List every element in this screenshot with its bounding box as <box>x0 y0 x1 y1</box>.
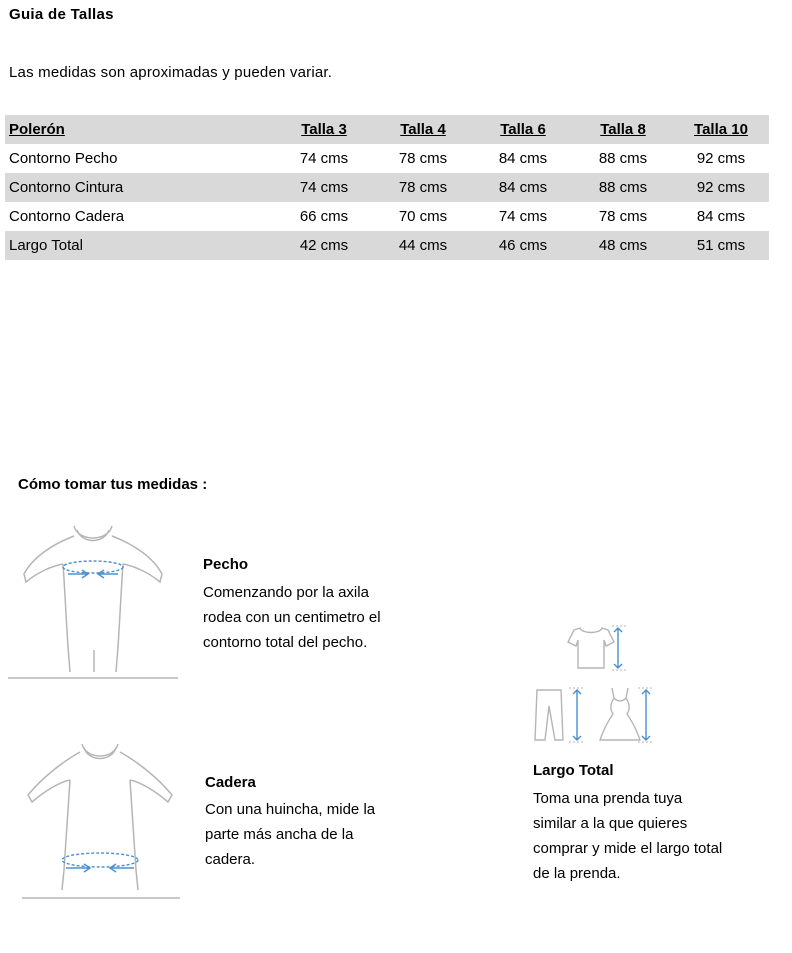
table-cell: 48 cms <box>598 237 648 254</box>
row-label: Contorno Pecho <box>9 150 118 167</box>
cadera-text <box>205 797 425 872</box>
row-label: Contorno Cadera <box>9 208 125 225</box>
row-label: Contorno Cintura <box>9 179 124 196</box>
table-cell: 46 cms <box>498 237 548 254</box>
table-row <box>5 173 769 202</box>
tshirt-icon <box>566 624 630 674</box>
table-cell: 88 cms <box>598 179 648 196</box>
table-cell: 92 cms <box>696 150 746 167</box>
table-row <box>5 231 769 260</box>
table-cell: 51 cms <box>696 237 746 254</box>
table-cell: 78 cms <box>398 150 448 167</box>
table-cell: 74 cms <box>498 208 548 225</box>
largo-line: similar a la que quieres <box>533 815 688 832</box>
cadera-title: Cadera <box>205 774 256 791</box>
table-header-row <box>5 115 769 144</box>
pecho-line: contorno total del pecho. <box>203 634 368 651</box>
pecho-text <box>203 580 423 655</box>
table-cell: 74 cms <box>299 179 349 196</box>
cadera-line: Con una huincha, mide la <box>205 801 376 818</box>
pants-icon <box>531 686 591 744</box>
table-cell: 84 cms <box>498 179 548 196</box>
cadera-line: cadera. <box>205 851 256 868</box>
intro-text: Las medidas son aproximadas y pueden variar. <box>9 64 333 81</box>
largo-title: Largo Total <box>533 762 614 779</box>
table-cell: 70 cms <box>398 208 448 225</box>
cadera-line: parte más ancha de la <box>205 826 354 843</box>
largo-line: Toma una prenda tuya <box>533 790 683 807</box>
pecho-title: Pecho <box>203 556 249 573</box>
size-table <box>5 115 769 260</box>
largo-line: de la prenda. <box>533 865 621 882</box>
page-title: Guia de Tallas <box>9 6 114 23</box>
table-row <box>5 144 769 173</box>
how-to-heading: Cómo tomar tus medidas : <box>18 476 208 493</box>
table-header: Talla 10 <box>694 121 748 138</box>
table-cell: 42 cms <box>299 237 349 254</box>
largo-line: comprar y mide el largo total <box>533 840 723 857</box>
table-cell: 44 cms <box>398 237 448 254</box>
table-cell: 92 cms <box>696 179 746 196</box>
torso-chest-figure-icon <box>8 522 178 682</box>
pecho-line: Comenzando por la axila <box>203 584 369 601</box>
largo-text <box>533 786 783 886</box>
torso-hip-figure-icon <box>22 740 182 902</box>
pecho-line: rodea con un centimetro el <box>203 609 381 626</box>
table-cell: 84 cms <box>498 150 548 167</box>
table-header: Talla 6 <box>500 121 546 138</box>
table-row <box>5 202 769 231</box>
table-header: Talla 4 <box>400 121 446 138</box>
row-label: Largo Total <box>9 237 83 254</box>
table-cell: 66 cms <box>299 208 349 225</box>
table-header: Talla 8 <box>600 121 646 138</box>
table-cell: 78 cms <box>598 208 648 225</box>
table-cell: 88 cms <box>598 150 648 167</box>
dress-icon <box>598 684 658 744</box>
table-cell: 74 cms <box>299 150 349 167</box>
table-cell: 84 cms <box>696 208 746 225</box>
table-header: Talla 3 <box>301 121 347 138</box>
table-header: Polerón <box>9 121 65 138</box>
table-cell: 78 cms <box>398 179 448 196</box>
